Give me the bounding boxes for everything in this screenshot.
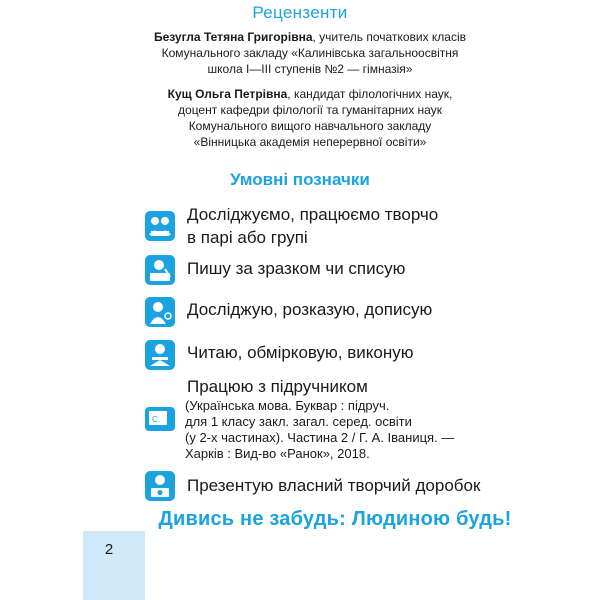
page-number: 2 bbox=[104, 541, 114, 558]
reviewer-2-position: , кандидат філологічних наук, bbox=[287, 87, 453, 101]
writing-student-icon bbox=[145, 255, 175, 285]
legend-item-textbook-ref-line3: (у 2-х частинах). Частина 2 / Г. А. Іваниця. — bbox=[185, 430, 455, 445]
reviewer-2-line4: «Вінницька академія неперервної освіти» bbox=[193, 135, 427, 149]
legend-item-textbook-ref-line4: Харків : Вид-во «Ранок», 2018. bbox=[185, 446, 370, 461]
exploring-student-icon bbox=[145, 297, 175, 327]
reviewer-1-position: , учитель початкових класів bbox=[312, 30, 467, 44]
textbook-icon bbox=[145, 404, 175, 434]
reading-student-icon bbox=[145, 340, 175, 370]
reviewer-2-line3: Комунального вищого навчального закладу bbox=[188, 119, 432, 133]
reviewer-2-line2: доцент кафедри філології та гуманітарних наук bbox=[178, 103, 442, 117]
legend-item-group-work-line1: Досліджуємо, працюємо творчо bbox=[187, 205, 439, 224]
reviewer-1 bbox=[140, 29, 480, 77]
legend-item-writing-text: Пишу за зразком чи списую bbox=[187, 259, 406, 278]
motto: Дивись не забудь: Людиною будь! bbox=[158, 508, 512, 530]
students-group-icon bbox=[145, 211, 175, 241]
legend-item-textbook-ref-line2: для 1 класу закл. загал. серед. освіти bbox=[185, 414, 412, 429]
reviewer-2 bbox=[140, 86, 480, 150]
legend-title: Умовні позначки bbox=[230, 170, 370, 189]
reviewer-2-name: Кущ Ольга Петрівна bbox=[167, 87, 288, 101]
legend-item-textbook-title: Працюю з підручником bbox=[187, 377, 368, 396]
presenting-student-icon bbox=[145, 471, 175, 501]
legend-item-group-work-line2: в парі або групі bbox=[187, 228, 308, 247]
legend-item-exploring-text: Досліджую, розказую, дописую bbox=[187, 300, 433, 319]
reviewer-1-line3: школа I—III ступенів №2 — гімназія» bbox=[207, 62, 413, 76]
reviewer-1-line2: Комунального закладу «Калинівська загальноосвітня bbox=[161, 46, 459, 60]
svg-text:C.: C. bbox=[152, 415, 160, 424]
legend-item-presenting-text: Презентую власний творчий доробок bbox=[187, 476, 481, 495]
reviewers-title: Рецензенти bbox=[252, 3, 348, 22]
page-number-box bbox=[83, 531, 145, 600]
legend-item-textbook-ref-line1: (Українська мова. Буквар : підруч. bbox=[185, 398, 390, 413]
reviewer-1-name: Безугла Тетяна Григорівна bbox=[153, 30, 313, 44]
legend-item-reading-text: Читаю, обмірковую, виконую bbox=[187, 343, 414, 362]
